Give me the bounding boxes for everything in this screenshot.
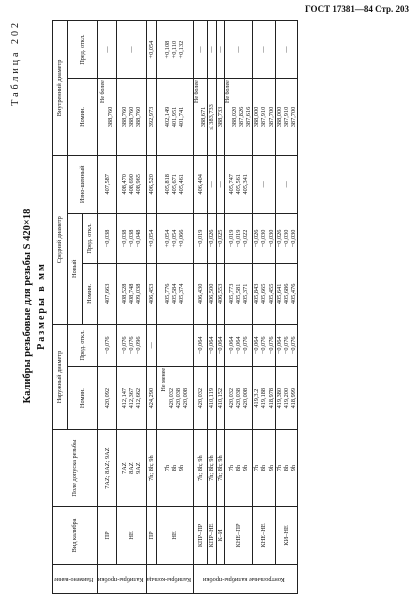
header-outer: Наружный диаметр bbox=[53, 324, 68, 430]
header-kind: Вид калибра bbox=[53, 506, 98, 564]
row-outer-dev: −0,064 −0,076 −0,076 bbox=[253, 324, 275, 366]
row-mid-dev: −0,038 −0,038 −0,048 bbox=[117, 213, 146, 263]
row-mid-nom: 406,500 bbox=[208, 264, 216, 325]
row-inner-nom: Не более 388,020 387,826 387,616 bbox=[224, 79, 253, 156]
row-inner-nom: ≤ 383,733 bbox=[208, 79, 216, 156]
row-kind: КНЕ–НЕ bbox=[253, 506, 275, 564]
row-inner-dev: — bbox=[253, 21, 275, 79]
row-kind: НЕ bbox=[117, 506, 146, 564]
row-tol: 7h 8h 9h bbox=[253, 430, 275, 507]
row-inner-dev: — bbox=[208, 21, 216, 79]
row-mid-worn: 405,818 405,671 405,461 bbox=[156, 155, 193, 213]
row-tol: 7h; 8h; 9h bbox=[193, 430, 208, 507]
row-mid-dev: −0,038 bbox=[98, 213, 117, 263]
row-tol: 7h 8h 9h bbox=[224, 430, 253, 507]
row-outer-dev: −0,064 −0,076 −0,076 bbox=[275, 324, 297, 366]
row-mid-worn: 408,470 408,690 408,965 bbox=[117, 155, 146, 213]
row-outer-dev: −0,064 bbox=[193, 324, 208, 366]
row-inner-nom: 388,733 bbox=[216, 79, 224, 156]
gauge-table bbox=[52, 20, 298, 594]
row-outer-nom: 412,147 412,367 412,662 bbox=[117, 366, 146, 429]
header-middle-new: Новый bbox=[68, 213, 83, 324]
row-inner-dev: — bbox=[216, 21, 224, 79]
row-outer-dev: −0,076 bbox=[98, 324, 117, 366]
row-inner-nom: Не более 388,671 bbox=[193, 79, 208, 156]
row-tol: 7h 8h 9h bbox=[156, 430, 193, 507]
row-inner-dev: — bbox=[193, 21, 208, 79]
row-outer-nom: 420,032 bbox=[193, 366, 208, 429]
row-mid-dev: −0,026 bbox=[208, 213, 216, 263]
row-kind: КНЕ–ПР bbox=[224, 506, 253, 564]
row-outer-dev: −0,076 −0,076 −0,096 bbox=[117, 324, 146, 366]
row-mid-nom: 407,663 bbox=[98, 264, 117, 325]
row-outer-nom: 410,119 bbox=[208, 366, 216, 429]
row-tol: 7h; 8h; 9h bbox=[208, 430, 216, 507]
row-inner-dev: — bbox=[275, 21, 297, 79]
table-title: Калибры резьбовые для резьбы S 420×18 bbox=[22, 208, 33, 404]
row-kind: КИ–НЕ bbox=[275, 506, 297, 564]
row-mid-nom: 406,430 bbox=[193, 264, 208, 325]
row-mid-worn: — bbox=[216, 155, 224, 213]
header-inner-dev: Пред. откл. bbox=[68, 21, 98, 79]
table-label: Таблица 202 bbox=[10, 20, 21, 106]
row-inner-nom: 388,000 387,910 387,700 bbox=[275, 79, 297, 156]
row-outer-nom: 419,3.2 419,188 418,978 bbox=[253, 366, 275, 429]
header-middle-dev: Пред. откл. bbox=[83, 213, 98, 263]
row-inner-dev: +0,108 +0,110 +0,132 bbox=[156, 21, 193, 79]
row-mid-dev: −0,019 bbox=[193, 213, 208, 263]
row-outer-dev: −0,064 bbox=[208, 324, 216, 366]
row-mid-dev: −0,025 bbox=[216, 213, 224, 263]
row-mid-worn: 406,520 bbox=[146, 155, 156, 213]
row-kind: К–И bbox=[216, 506, 224, 564]
row-mid-dev: −0,026 −0,030 −0,030 bbox=[253, 213, 275, 263]
row-kind: КПР–НЕ bbox=[208, 506, 216, 564]
header-middle: Средний диаметр bbox=[53, 155, 68, 324]
row-inner-nom: 388,000 387,910 387,700 bbox=[253, 79, 275, 156]
header-name: Наимено-вание bbox=[53, 564, 98, 593]
row-mid-nom: 406,553 bbox=[216, 264, 224, 325]
row-tol: 7AZ 8AZ 9AZ bbox=[117, 430, 146, 507]
row-kind: КПР–ПР bbox=[193, 506, 208, 564]
row-kind: ПР bbox=[146, 506, 156, 564]
row-inner-nom: 388,760 388,760 388,760 bbox=[117, 79, 146, 156]
category-plugs: Калибры-пробки bbox=[98, 564, 147, 593]
row-outer-dev: −0,064 −0,064 −0,076 bbox=[224, 324, 253, 366]
category-control: Контрольные калибры-пробки bbox=[193, 564, 297, 593]
row-inner-nom: Не более 388,760 bbox=[98, 79, 117, 156]
row-inner-nom: 392,973 bbox=[146, 79, 156, 156]
row-mid-nom: 408,528 408,748 409,038 bbox=[117, 264, 146, 325]
table-subtitle: Размеры в мм bbox=[36, 262, 47, 350]
row-inner-dev: +0,054 bbox=[146, 21, 156, 79]
row-outer-dev: −0,064 bbox=[216, 324, 224, 366]
row-mid-worn: — bbox=[208, 155, 216, 213]
row-inner-dev: — bbox=[117, 21, 146, 79]
row-mid-worn: 405,747 405,561 405,341 bbox=[224, 155, 253, 213]
row-outer-nom: 419,380 419,200 418,999 bbox=[275, 366, 297, 429]
category-rings: Калибры-кольца bbox=[146, 564, 193, 593]
row-outer-nom: 410,152 bbox=[216, 366, 224, 429]
row-outer-dev: — bbox=[146, 324, 156, 366]
row-mid-dev: −0,019 −0,019 −0,022 bbox=[224, 213, 253, 263]
row-mid-dev: −0,026 −0,030 −0,030 bbox=[275, 213, 297, 263]
row-tol: 7h 8h 9h bbox=[275, 430, 297, 507]
row-mid-nom: 405,776 405,584 405,374 bbox=[156, 264, 193, 325]
row-tol: 7h; 8h; 9h bbox=[146, 430, 156, 507]
row-inner-dev: — bbox=[98, 21, 117, 79]
header-middle-nom: Номин. bbox=[83, 264, 98, 325]
row-mid-dev: +0,054 +0,054 +0,066 bbox=[156, 213, 193, 263]
row-mid-nom: 405,773 405,581 405,371 bbox=[224, 264, 253, 325]
row-outer-nom: 424,290 bbox=[146, 366, 156, 429]
header-inner-nom: Номин. bbox=[68, 79, 98, 156]
row-outer-dev bbox=[156, 324, 193, 366]
row-mid-nom: 406,453 bbox=[146, 264, 156, 325]
row-tol: 7h; 8h; 9h bbox=[216, 430, 224, 507]
header-outer-nom: Номин. bbox=[68, 366, 98, 429]
header-middle-worn: Изно-шенный bbox=[68, 155, 98, 213]
header-outer-dev: Пред. откл. bbox=[68, 324, 98, 366]
row-kind: НЕ bbox=[156, 506, 193, 564]
row-mid-worn: 406,404 bbox=[193, 155, 208, 213]
row-outer-nom: 420,092 bbox=[98, 366, 117, 429]
row-outer-nom: Не менее 420,032 420,038 420,008 bbox=[156, 366, 193, 429]
row-kind: ПР bbox=[98, 506, 117, 564]
page-header: ГОСТ 17381—84 Стр. 203 bbox=[304, 4, 409, 14]
row-mid-nom: 405,641 405,686 405,476 bbox=[275, 264, 297, 325]
header-tolerance: Поле допуска резьбы bbox=[53, 430, 98, 507]
rotated-page bbox=[8, 16, 403, 596]
row-inner-nom: 402,149 401,951 401,741 bbox=[156, 79, 193, 156]
header-inner: Внутренний диаметр bbox=[53, 21, 68, 156]
row-mid-worn: 407,587 bbox=[98, 155, 117, 213]
row-tol: 7AZ; 8AZ; 9AZ bbox=[98, 430, 117, 507]
row-inner-dev: — bbox=[224, 21, 253, 79]
row-mid-nom: 405,843 405,665 405,455 bbox=[253, 264, 275, 325]
row-mid-worn: — bbox=[253, 155, 275, 213]
row-outer-nom: 420,032 420,038 420,008 bbox=[224, 366, 253, 429]
row-mid-dev: +0,054 bbox=[146, 213, 156, 263]
row-mid-worn: — bbox=[275, 155, 297, 213]
